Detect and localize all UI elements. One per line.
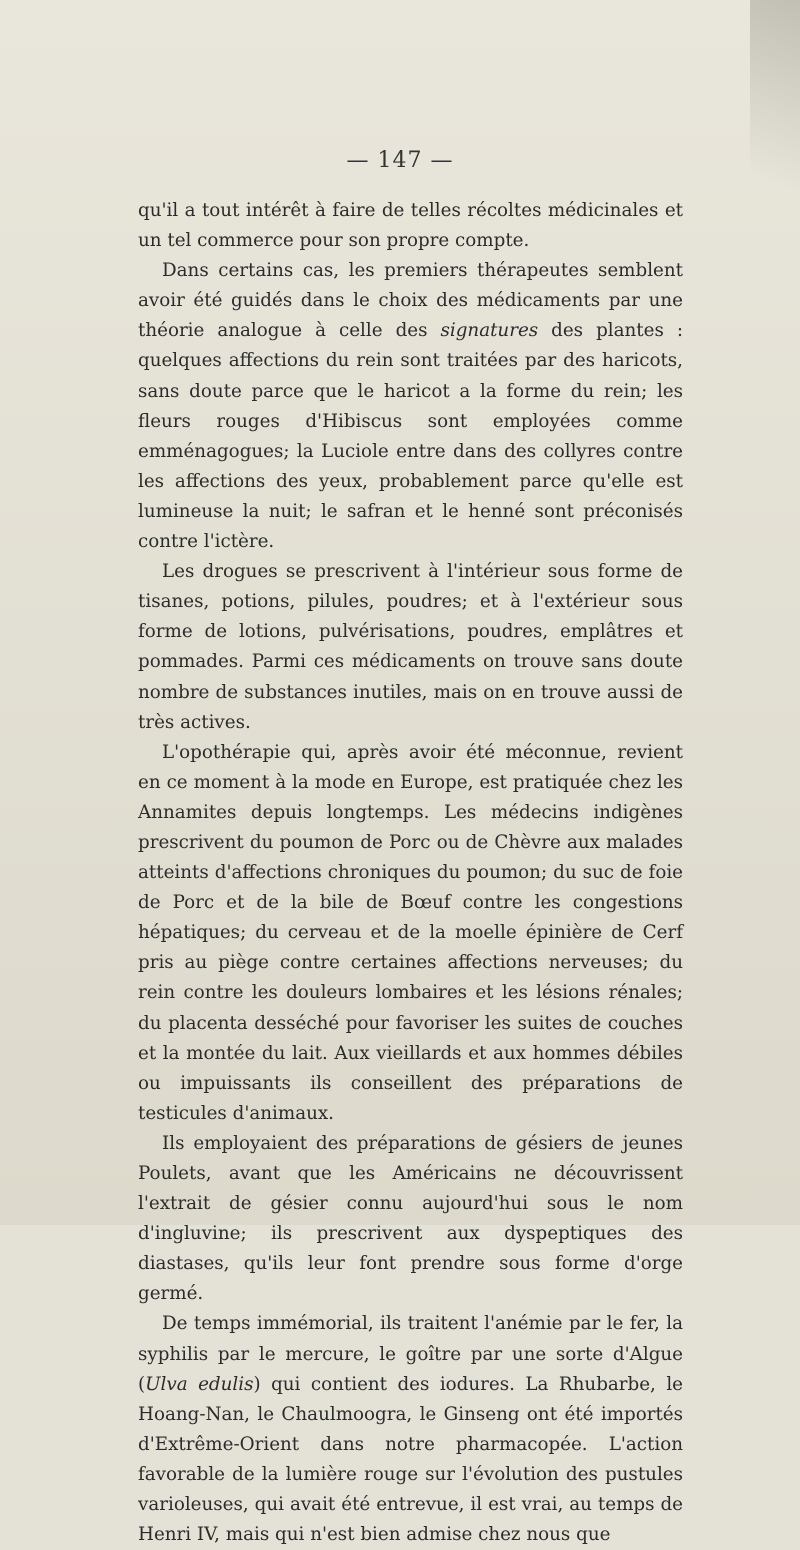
paragraph-drogues: Les drogues se prescrivent à l'intérieur sous forme de tisanes, potions, pilules, poudres; et à l'extérieur sous forme de lotions, pulvérisations, poudres, emplâtres et pommades. Parmi ces médicaments on trouve sans doute nombre de substances inutiles, mais on en trouve aussi de très actives. [138, 561, 683, 733]
page-number: — 147 — [346, 148, 454, 173]
paragraph-continuation: qu'il a tout intérêt à faire de telles récoltes médicinales et un tel commerce pour son propre compte. [138, 200, 683, 252]
paragraph-text-start: De temps immémorial, ils traitent l'anémie par le fer, la syphilis par le mercure, le goître par une sorte d'Algue ( [138, 1313, 683, 1395]
body-text [138, 196, 683, 1550]
paragraph-gesiers: Ils employaient des préparations de gésiers de jeunes Poulets, avant que les Américains ne découvrissent l'extrait de gésier connu aujourd'hui sous le nom d'ingluvine; ils prescrivent aux dyspeptiques des diastases, qu'ils leur font prendre sous forme d'orge germé. [138, 1132, 683, 1305]
paragraph-text-end: ) qui contient des iodures. La Rhubarbe, le Hoang-Nan, le Chaulmoogra, le Ginseng ont été importés d'Extrême-Orient dans notre pharmacopée. L'action favorable de la lumière rouge sur l'évolution des pustules varioleuses, qui avait été entrevue, il est vrai, au temps de Henri IV, mais qui n'est bien admise chez nous que [138, 1373, 683, 1546]
page-edge-shadow [750, 0, 800, 260]
paragraph-opotherapie: L'opothérapie qui, après avoir été méconnue, revient en ce moment à la mode en Europe, est pratiquée chez les Annamites depuis longtemps. Les médecins indigènes prescrivent du poumon de Porc ou de Chèvre aux malades atteints d'affections chroniques du poumon; du suc de foie de Porc et de la bile de Bœuf contre les congestions hépatiques; du cerveau et de la moelle épinière de Cerf pris au piège contre certaines affections nerveuses; du rein contre les douleurs lombaires et les lésions rénales; du placenta desséché pour favoriser les suites de couches et la montée du lait. Aux vieillards et aux hommes débiles ou impuissants ils conseillent des préparations de testicules d'animaux. [138, 741, 683, 1124]
paragraph-text-end: des plantes : quelques affections du rein sont traitées par des haricots, sans doute parce que le haricot a la forme du rein; les fleurs rouges d'Hibiscus sont employées comme emménagogues; la Luciole entre dans des collyres contre les affections des yeux, probablement parce qu'elle est lumineuse la nuit; le safran et le henné sont préconisés contre l'ictère. [138, 320, 684, 553]
paragraph-signatures [138, 256, 683, 557]
italic-term-signatures: signatures [440, 320, 539, 342]
paragraph-text-start: Dans certains cas, les premiers thérapeutes semblent avoir été guidés dans le choix des médicaments par une théorie analogue à celle des [138, 260, 683, 342]
italic-term-ulva-edulis: Ulva edulis [145, 1373, 254, 1395]
paragraph-temps-immemorial [138, 1309, 683, 1550]
